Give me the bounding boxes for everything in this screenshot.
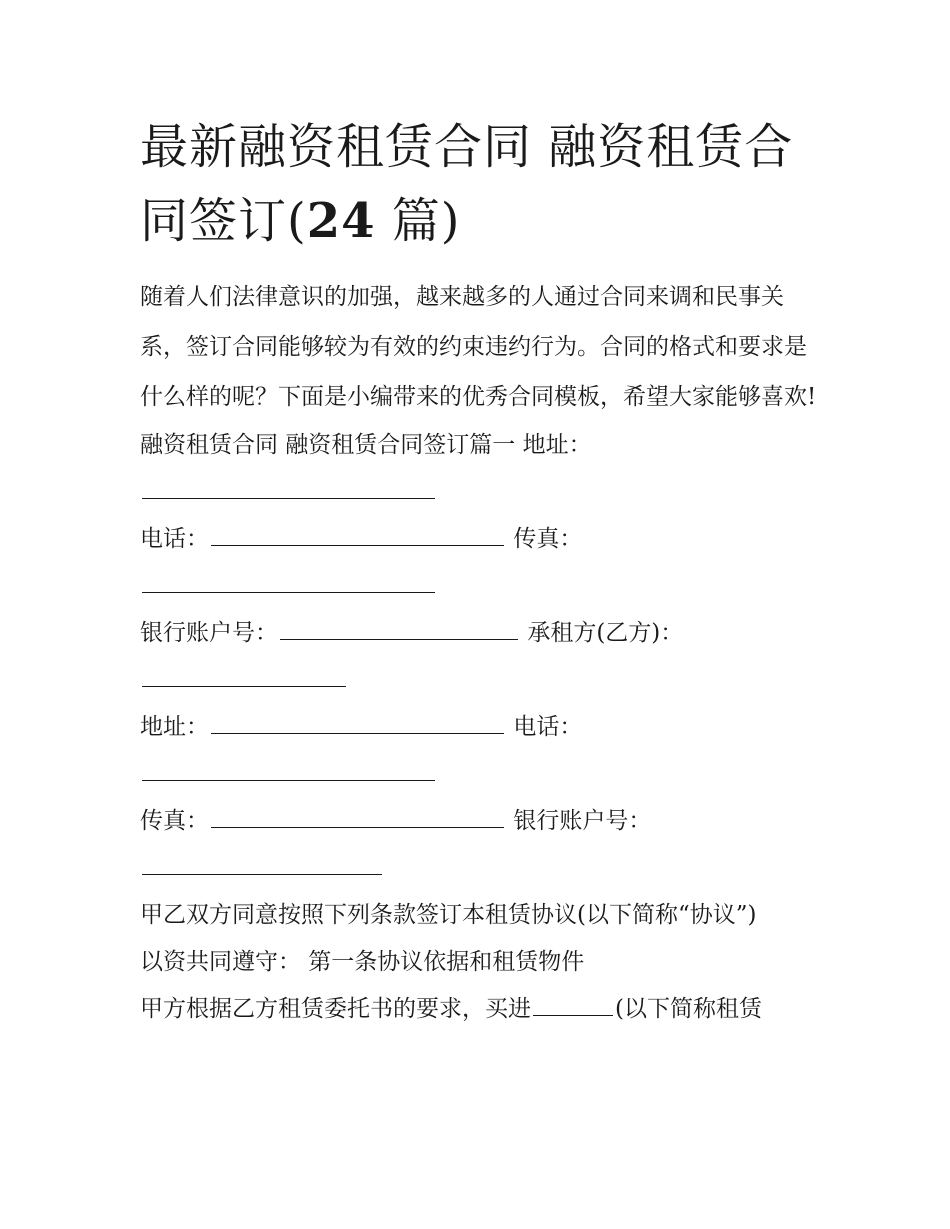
address-label: 地址： <box>140 714 209 740</box>
agreement-text-3a: 甲方根据乙方租赁委托书的要求，买进 <box>140 996 531 1022</box>
address-blank-2 <box>211 711 504 734</box>
fax-blank <box>142 570 435 593</box>
lessee-label: 承租方(乙方)： <box>527 620 684 646</box>
lessee-blank <box>142 664 346 687</box>
agreement-text-2: 以资共同遵守： 第一条协议依据和租赁物件 <box>140 949 585 975</box>
address-phone-line <box>140 704 820 751</box>
agreement-text-3b: (以下简称租赁 <box>615 996 762 1022</box>
lessee-blank-line <box>140 657 820 704</box>
agreement-line-3 <box>140 986 820 1033</box>
title-suffix: 篇) <box>375 193 461 249</box>
agreement-line-2 <box>140 939 820 986</box>
section-heading-line <box>140 422 820 469</box>
bank-blank <box>280 617 518 640</box>
bank-blank-line <box>140 845 820 892</box>
phone-blank-2 <box>142 758 435 781</box>
fax-blank-2 <box>211 805 504 828</box>
address-blank <box>142 476 435 499</box>
title-text: 最新融资租赁合同 融资租赁合同签订( <box>140 119 794 249</box>
title-number: 24 <box>306 193 376 249</box>
document-page <box>140 110 820 1033</box>
fax-blank-line <box>140 563 820 610</box>
fax-label-2: 传真： <box>140 808 209 834</box>
document-title <box>140 110 820 258</box>
bank-label: 银行账户号： <box>140 620 278 646</box>
item-blank <box>533 993 613 1016</box>
fax-label: 传真： <box>513 526 583 552</box>
phone-blank-line <box>140 751 820 798</box>
intro-paragraph: 随着人们法律意识的加强，越来越多的人通过合同来调和民事关系，签订合同能够较为有效的约束违约行为。合同的格式和要求是什么样的呢？下面是小编带来的优秀合同模板，希望大家能够喜欢! <box>140 284 817 410</box>
phone-label-2: 电话： <box>513 714 583 740</box>
bank-label-2: 银行账户号： <box>513 808 652 834</box>
agreement-text-1: 甲乙双方同意按照下列条款签订本租赁协议(以下简称“协议”) <box>140 902 757 928</box>
bank-blank-2 <box>142 852 382 875</box>
phone-blank <box>211 523 504 546</box>
section-heading: 融资租赁合同 融资租赁合同签订篇一 地址： <box>140 432 592 458</box>
phone-label: 电话： <box>140 526 209 552</box>
phone-fax-line <box>140 516 820 563</box>
fax-bank-line <box>140 798 820 845</box>
agreement-line-1 <box>140 892 820 939</box>
bank-lessee-line <box>140 610 820 657</box>
address-blank-line <box>140 469 820 516</box>
